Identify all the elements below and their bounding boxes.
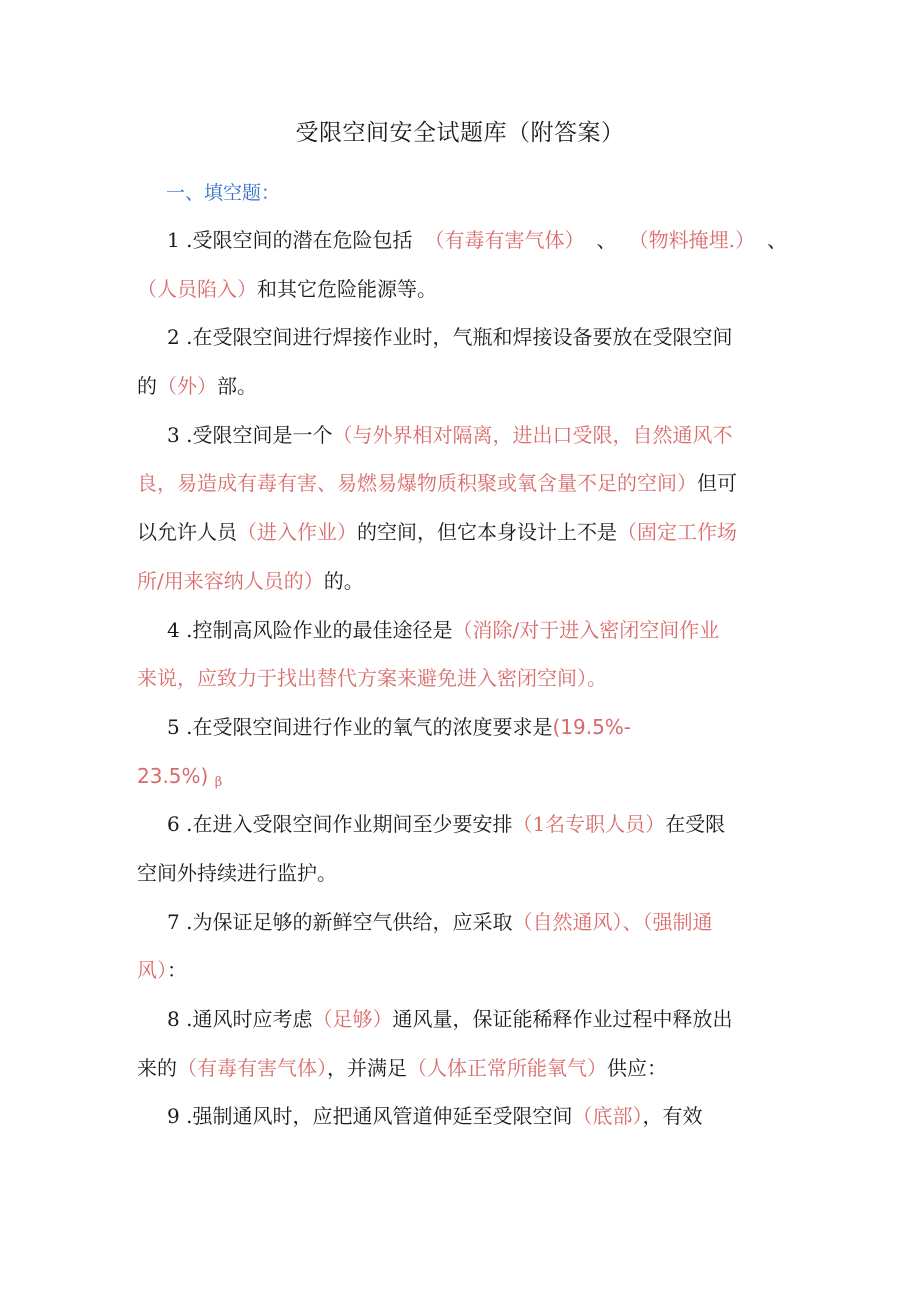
answer-text: 所/用来容纳人员的）: [137, 568, 324, 593]
text-line: [137, 902, 787, 951]
question-text: 通风量，保证能稀释作业过程中释放出: [392, 1007, 733, 1031]
text-line: [137, 1048, 787, 1097]
question-text: 、: [596, 228, 617, 252]
question-text: 的: [137, 374, 157, 399]
question-text: 9 .强制通风时，应把通风管道伸延至受限空间: [167, 1104, 573, 1129]
question-text: 的空间，但它本身设计上不是: [357, 520, 617, 545]
text-line: [137, 756, 787, 805]
question-text: 6 .在进入受限空间作业期间至少要安排: [167, 812, 513, 837]
text-line: [137, 853, 787, 902]
answer-text: （与外界相对隔离，进出口受限，自然通风不: [332, 422, 733, 447]
answer-text: （1名专职人员）: [512, 812, 666, 837]
text-line: [137, 658, 787, 707]
answer-text: （底部）: [572, 1104, 643, 1129]
answer-text: （人员陷入）: [137, 276, 257, 301]
answer-text: （有毒有害气体）: [177, 1055, 327, 1080]
answer-text: （物料掩埋.）: [628, 228, 755, 252]
answer-text: （外）: [157, 374, 217, 399]
question-text: 以允许人员: [137, 520, 237, 545]
answer-text: 来说，应致力于找出替代方案来避免进入密闭空间）。: [137, 666, 607, 691]
text-line: [137, 999, 787, 1048]
answer-text: （人体正常所能氧气）: [407, 1055, 607, 1080]
answer-text: （固定工作场: [617, 520, 737, 545]
answer-text: （有毒有害气体）: [424, 228, 585, 252]
question-text: 但可: [697, 471, 737, 496]
question-text: 来的: [137, 1055, 177, 1080]
question-text: 部。: [217, 374, 257, 399]
question-text: 7 .为保证足够的新鲜空气供给，应采取: [167, 909, 513, 934]
answer-text: 风）: [137, 958, 167, 983]
text-line: [137, 1096, 787, 1145]
question-text: 3 .受限空间是一个: [167, 422, 333, 447]
question-text: ：: [167, 958, 187, 983]
question-body: [137, 220, 787, 1145]
answer-text: 良，易造成有毒有害、易燃易爆物质积聚或氧含量不足的空间）: [137, 471, 697, 496]
question-text: 供应：: [607, 1055, 667, 1080]
question-text: 5 .在受限空间进行作业的氧气的浓度要求是: [167, 714, 553, 739]
text-line: [137, 512, 787, 561]
question-text: 空间外持续进行监护。: [137, 860, 337, 885]
document-title: 受限空间安全试题库（附答案）: [295, 120, 625, 146]
question-text: 、: [767, 228, 787, 252]
answer-text: 23.5%): [137, 763, 209, 788]
text-line: [137, 220, 787, 269]
text-line: [137, 366, 787, 415]
answer-text: （强制通: [642, 909, 713, 934]
question-text: ，有效: [642, 1104, 703, 1129]
text-line: [137, 415, 787, 464]
text-line: [137, 804, 787, 853]
question-text: 的。: [323, 568, 364, 593]
answer-text: （足够）: [312, 1007, 393, 1031]
text-line: [137, 610, 787, 659]
text-line: [137, 269, 787, 318]
text-line: [137, 707, 787, 756]
section-heading: 一、填空题：: [166, 182, 281, 204]
question-text: 2 .在受限空间进行焊接作业时，气瓶和焊接设备要放在受限空间: [167, 325, 733, 350]
text-line: [137, 561, 787, 610]
answer-text: （消除/对于进入密闭空间作业: [452, 617, 720, 642]
question-text: 4 .控制高风险作业的最佳途径是: [167, 617, 453, 642]
text-line: [137, 317, 787, 366]
question-text: 在受限: [665, 812, 726, 837]
text-line: [137, 463, 787, 512]
question-text: 8 .通风时应考虑: [167, 1007, 313, 1031]
question-text: 1 .受限空间的潜在危险包括: [167, 228, 413, 252]
stray-glyph: β: [214, 774, 223, 790]
question-text: ，并满足: [327, 1055, 407, 1080]
text-line: [137, 950, 787, 999]
question-text: 和其它危险能源等。: [257, 276, 437, 301]
answer-text: （自然通风）、: [512, 909, 643, 934]
answer-text: (19.5%-: [552, 714, 632, 739]
answer-text: （进入作业）: [237, 520, 357, 545]
